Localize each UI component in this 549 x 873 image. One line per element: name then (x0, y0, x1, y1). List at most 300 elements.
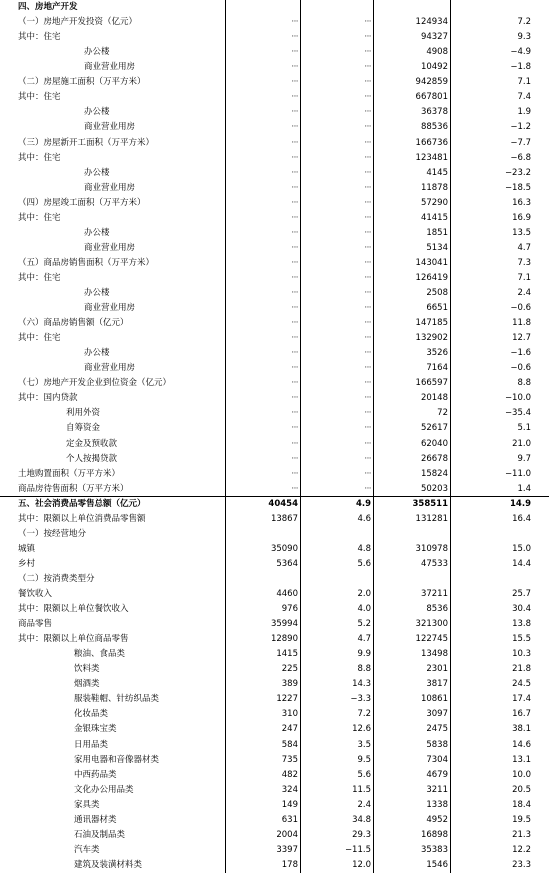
table-row (0, 301, 549, 316)
table-row (0, 843, 549, 858)
row-label: 餐饮收入 (18, 589, 53, 599)
table-row (0, 60, 549, 75)
row-label: 其中：限额以上单位消费品零售额 (18, 513, 146, 524)
cell-col-2: 2.0 (357, 589, 371, 599)
cell-col-2: ··· (364, 468, 371, 479)
table-row (0, 406, 549, 421)
table-row (0, 136, 549, 151)
row-label: 办公楼 (84, 167, 110, 178)
cell-col-3: 16898 (420, 829, 448, 840)
cell-col-2: ··· (364, 393, 371, 404)
cell-col-4: −1.2 (510, 122, 531, 133)
cell-col-4: 14.6 (512, 739, 531, 750)
row-label: 利用外资 (66, 408, 101, 419)
cell-col-3: 94327 (420, 32, 448, 43)
cell-col-2: ··· (364, 438, 371, 449)
cell-col-1: ··· (291, 32, 298, 43)
cell-col-4: 8.8 (517, 378, 531, 389)
table-row (0, 677, 549, 692)
table-row (0, 587, 549, 602)
cell-col-3: 126419 (415, 272, 448, 283)
cell-col-3: 62040 (420, 438, 448, 449)
cell-col-4: 7.1 (517, 77, 531, 88)
cell-col-2: 9.5 (357, 754, 371, 765)
row-label: 商业营业用房 (84, 363, 136, 374)
cell-col-4: 30.4 (512, 604, 531, 614)
row-label: 乡村 (18, 558, 36, 569)
cell-col-3: 50203 (420, 483, 448, 494)
cell-col-4: 16.3 (512, 197, 531, 208)
cell-col-1: ··· (291, 453, 298, 464)
row-label: 土地购置面积（万平方米） (18, 468, 121, 479)
table-row (0, 858, 549, 873)
row-label: 办公楼 (84, 348, 110, 359)
table-row (0, 602, 549, 617)
cell-col-3: 7304 (426, 754, 448, 765)
cell-col-4: −23.2 (504, 167, 531, 178)
cell-col-2: 5.6 (357, 769, 371, 780)
row-label: 办公楼 (84, 227, 110, 238)
table-row (0, 45, 549, 60)
cell-col-2: ··· (364, 47, 371, 58)
table-row (0, 271, 549, 286)
cell-col-2: 14.3 (352, 679, 371, 690)
cell-col-1: 13867 (270, 513, 298, 524)
cell-col-4: 4.7 (517, 242, 531, 253)
table-row (0, 542, 549, 557)
cell-col-1: ··· (291, 152, 298, 163)
cell-col-3: 5134 (426, 242, 448, 253)
table-row (0, 783, 549, 798)
cell-col-1: ··· (291, 393, 298, 404)
table-row (0, 30, 549, 45)
table-row (0, 226, 549, 241)
cell-col-2: ··· (364, 303, 371, 313)
row-label: 家具类 (74, 799, 100, 810)
cell-col-4: 7.4 (517, 92, 531, 103)
cell-col-4: −7.7 (510, 137, 531, 148)
row-label: 商业营业用房 (84, 182, 136, 193)
cell-col-3: 52617 (420, 423, 448, 434)
table-row (0, 692, 549, 707)
cell-col-4: 7.2 (517, 17, 531, 28)
table-row (0, 467, 549, 482)
cell-col-1: 735 (281, 754, 298, 765)
cell-col-4: −10.0 (504, 393, 531, 404)
cell-col-4: −4.9 (510, 47, 531, 58)
row-label: 城镇 (18, 543, 36, 554)
cell-col-3: 3526 (426, 348, 448, 359)
cell-col-3: 11878 (420, 182, 448, 193)
row-label: 通讯器材类 (74, 814, 117, 825)
cell-col-1: ··· (291, 257, 298, 268)
row-label: 其中：住宅 (18, 92, 61, 103)
row-label: 商业营业用房 (84, 62, 136, 73)
cell-col-2: 4.8 (357, 543, 371, 554)
cell-col-1: ··· (291, 348, 298, 359)
cell-col-4: 9.3 (517, 32, 531, 43)
row-label: 商品零售 (18, 619, 53, 630)
cell-col-2: 8.8 (357, 664, 371, 675)
row-label: 其中：住宅 (18, 32, 61, 43)
row-label: 日用品类 (74, 739, 109, 750)
cell-col-3: 4908 (426, 47, 448, 58)
table-row (0, 512, 549, 527)
table-row (0, 828, 549, 843)
table-row (0, 572, 549, 587)
cell-col-2: ··· (364, 197, 371, 208)
table-row (0, 753, 549, 768)
cell-col-4: 14.4 (512, 558, 531, 569)
cell-col-4: −1.6 (510, 348, 531, 359)
table-row (0, 286, 549, 301)
row-label: 商业营业用房 (84, 242, 136, 253)
cell-col-1: 12890 (270, 634, 298, 645)
cell-col-3: 3211 (426, 784, 448, 795)
cell-col-1: ··· (291, 227, 298, 238)
cell-col-2: ··· (364, 287, 371, 298)
table-row (0, 120, 549, 135)
cell-col-4: 19.5 (512, 814, 531, 825)
table-row (0, 722, 549, 737)
cell-col-2: 2.4 (357, 799, 371, 810)
cell-col-2: ··· (364, 182, 371, 193)
row-label: （三）房屋新开工面积（万平方米） (18, 137, 155, 148)
cell-col-2: ··· (364, 363, 371, 374)
cell-col-1: 631 (281, 814, 298, 825)
cell-col-1: ··· (291, 438, 298, 449)
row-label: 服装鞋帽、针纺织品类 (74, 694, 160, 705)
table-row (0, 527, 549, 542)
cell-col-4: 24.5 (512, 679, 531, 690)
cell-col-3: 4952 (426, 814, 448, 825)
cell-col-4: 13.8 (512, 619, 531, 630)
cell-col-4: 38.1 (512, 724, 531, 735)
cell-col-2: ··· (364, 453, 371, 464)
row-label: 办公楼 (84, 107, 110, 118)
row-label: 文化办公用品类 (74, 784, 134, 795)
row-label: 商品房待售面积（万平方米） (18, 483, 129, 494)
cell-col-1: ··· (291, 468, 298, 479)
cell-col-4: 1.9 (517, 107, 531, 118)
cell-col-1: ··· (291, 47, 298, 58)
row-label: 其中：限额以上单位餐饮收入 (18, 604, 129, 614)
cell-col-3: 942859 (415, 77, 448, 88)
table-row (0, 391, 549, 406)
row-label: （二）房屋施工面积（万平方米） (18, 77, 146, 88)
cell-col-4: 12.2 (512, 844, 531, 855)
row-label: 办公楼 (84, 47, 110, 58)
cell-col-2: ··· (364, 32, 371, 43)
cell-col-1: 40454 (268, 498, 298, 509)
cell-col-1: ··· (291, 408, 298, 419)
table-row (0, 738, 549, 753)
cell-col-1: 149 (281, 799, 298, 810)
row-label: （七）房地产开发企业到位资金（亿元） (18, 378, 172, 389)
table-row (0, 90, 549, 105)
table-row (0, 768, 549, 783)
row-label: 自筹资金 (66, 423, 101, 434)
row-label: （六）商品房销售额（亿元） (18, 318, 129, 329)
cell-col-2: ··· (364, 62, 371, 73)
table-row (0, 196, 549, 211)
cell-col-2: 4.6 (357, 513, 371, 524)
cell-col-3: 143041 (415, 257, 448, 268)
table-row (0, 0, 549, 15)
table-row (0, 151, 549, 166)
table-row (0, 241, 549, 256)
cell-col-1: ··· (291, 272, 298, 283)
cell-col-1: 482 (281, 769, 298, 780)
table-row (0, 617, 549, 632)
cell-col-1: ··· (291, 333, 298, 344)
cell-col-4: 21.8 (512, 664, 531, 675)
cell-col-1: 976 (281, 604, 298, 614)
row-label: 其中：国内贷款 (18, 393, 78, 404)
cell-col-2: 7.2 (357, 709, 371, 720)
row-label: （一）按经营地分 (18, 528, 87, 539)
cell-col-2: ··· (364, 227, 371, 238)
row-label: （四）房屋竣工面积（万平方米） (18, 197, 146, 208)
cell-col-4: −11.0 (504, 468, 531, 479)
cell-col-3: 72 (437, 408, 448, 419)
cell-col-3: 6651 (426, 303, 448, 313)
cell-col-3: 166736 (415, 137, 448, 148)
cell-col-4: −6.8 (510, 152, 531, 163)
cell-col-4: 17.4 (512, 694, 531, 705)
table-row (0, 798, 549, 813)
cell-col-1: ··· (291, 77, 298, 88)
cell-col-1: 2004 (276, 829, 298, 840)
cell-col-4: 13.5 (512, 227, 531, 238)
cell-col-1: ··· (291, 483, 298, 494)
cell-col-2: −3.3 (350, 694, 371, 705)
cell-col-1: ··· (291, 182, 298, 193)
cell-col-4: 15.5 (512, 634, 531, 645)
cell-col-2: 4.7 (357, 634, 371, 645)
cell-col-4: 10.3 (512, 649, 531, 660)
cell-col-3: 147185 (415, 318, 448, 329)
cell-col-1: 1415 (276, 649, 298, 660)
cell-col-4: 1.4 (517, 483, 531, 494)
cell-col-3: 1338 (426, 799, 448, 810)
row-label: 其中：住宅 (18, 152, 61, 163)
table-row (0, 497, 549, 512)
cell-col-1: 178 (281, 859, 298, 870)
cell-col-1: ··· (291, 363, 298, 374)
table-row (0, 346, 549, 361)
cell-col-1: ··· (291, 107, 298, 118)
cell-col-3: 3097 (426, 709, 448, 720)
row-label: 饮料类 (74, 664, 100, 675)
cell-col-2: 3.5 (357, 739, 371, 750)
cell-col-1: ··· (291, 122, 298, 133)
cell-col-4: 7.3 (517, 257, 531, 268)
cell-col-2: 11.5 (352, 784, 371, 795)
table-row (0, 557, 549, 572)
cell-col-1: 5364 (276, 558, 298, 569)
table-row (0, 647, 549, 662)
cell-col-1: ··· (291, 212, 298, 223)
cell-col-4: 21.3 (512, 829, 531, 840)
cell-col-3: 8536 (426, 604, 448, 614)
cell-col-3: 36378 (420, 107, 448, 118)
cell-col-4: 9.7 (517, 453, 531, 464)
cell-col-3: 132902 (415, 333, 448, 344)
cell-col-3: 5838 (426, 739, 448, 750)
cell-col-3: 4145 (426, 167, 448, 178)
cell-col-3: 2475 (426, 724, 448, 735)
cell-col-4: 10.0 (512, 769, 531, 780)
cell-col-2: ··· (364, 92, 371, 103)
cell-col-2: ··· (364, 423, 371, 434)
cell-col-1: ··· (291, 62, 298, 73)
cell-col-2: 5.6 (357, 558, 371, 569)
cell-col-3: 7164 (426, 363, 448, 374)
cell-col-1: ··· (291, 318, 298, 329)
cell-col-3: 123481 (415, 152, 448, 163)
table-row (0, 361, 549, 376)
cell-col-3: 358511 (412, 498, 448, 509)
row-label: 个人按揭贷款 (66, 453, 118, 464)
cell-col-1: 584 (281, 739, 298, 750)
cell-col-2: −11.5 (344, 844, 371, 855)
cell-col-4: 18.4 (512, 799, 531, 810)
row-label: 建筑及装潢材料类 (74, 859, 143, 870)
cell-col-2: ··· (364, 17, 371, 28)
cell-col-2: 4.0 (357, 604, 371, 614)
cell-col-1: ··· (291, 303, 298, 313)
cell-col-2: 12.0 (352, 859, 371, 870)
cell-col-4: 2.4 (517, 287, 531, 298)
row-label: 化妆品类 (74, 709, 109, 720)
table-row (0, 452, 549, 467)
cell-col-1: 35090 (270, 543, 298, 554)
cell-col-3: 2301 (426, 664, 448, 675)
row-label: 商业营业用房 (84, 122, 136, 133)
cell-col-2: ··· (364, 318, 371, 329)
row-label: （二）按消费类型分 (18, 573, 95, 584)
cell-col-4: −0.6 (510, 363, 531, 374)
table-row (0, 707, 549, 722)
cell-col-3: 10861 (420, 694, 448, 705)
cell-col-1: ··· (291, 167, 298, 178)
cell-col-2: ··· (364, 242, 371, 253)
cell-col-3: 20148 (420, 393, 448, 404)
cell-col-1: ··· (291, 242, 298, 253)
row-label: 其中：住宅 (18, 212, 61, 223)
cell-col-3: 37211 (420, 589, 448, 599)
cell-col-4: 25.7 (512, 589, 531, 599)
row-label: 商业营业用房 (84, 303, 136, 313)
table-row (0, 15, 549, 30)
table-row (0, 75, 549, 90)
row-label: （一）房地产开发投资（亿元） (18, 17, 138, 28)
cell-col-1: 1227 (276, 694, 298, 705)
cell-col-3: 124934 (415, 17, 448, 28)
table-row (0, 166, 549, 181)
row-label: （五）商品房销售面积（万平方米） (18, 257, 155, 268)
cell-col-2: ··· (364, 107, 371, 118)
cell-col-4: 15.0 (512, 543, 531, 554)
cell-col-2: ··· (364, 272, 371, 283)
cell-col-4: 16.7 (512, 709, 531, 720)
cell-col-4: 16.9 (512, 212, 531, 223)
cell-col-4: 11.8 (512, 318, 531, 329)
cell-col-2: ··· (364, 408, 371, 419)
row-label: 四、房地产开发 (18, 2, 78, 12)
row-label: 其中：限额以上单位商品零售 (18, 634, 129, 645)
cell-col-4: −18.5 (504, 182, 531, 193)
cell-col-2: ··· (364, 167, 371, 178)
cell-col-2: 29.3 (352, 829, 371, 840)
cell-col-3: 47533 (420, 558, 448, 569)
cell-col-1: ··· (291, 378, 298, 389)
cell-col-1: 3397 (276, 844, 298, 855)
cell-col-2: ··· (364, 378, 371, 389)
cell-col-3: 1851 (426, 227, 448, 238)
cell-col-2: ··· (364, 257, 371, 268)
table-row (0, 662, 549, 677)
cell-col-2: 34.8 (352, 814, 371, 825)
cell-col-3: 321300 (415, 619, 448, 630)
cell-col-1: 247 (281, 724, 298, 735)
cell-col-3: 3817 (426, 679, 448, 690)
row-label: 烟酒类 (74, 679, 100, 690)
cell-col-3: 88536 (420, 122, 448, 133)
cell-col-2: 12.6 (352, 724, 371, 735)
cell-col-1: ··· (291, 423, 298, 434)
cell-col-3: 15824 (420, 468, 448, 479)
cell-col-4: 12.7 (512, 333, 531, 344)
cell-col-3: 26678 (420, 453, 448, 464)
cell-col-2: 5.2 (357, 619, 371, 630)
cell-col-3: 1546 (426, 859, 448, 870)
row-label: 定金及预收款 (66, 438, 118, 449)
cell-col-4: 21.0 (512, 438, 531, 449)
cell-col-2: ··· (364, 333, 371, 344)
row-label: 其中：住宅 (18, 333, 61, 344)
row-label: 粮油、食品类 (74, 649, 126, 660)
table-row (0, 437, 549, 452)
cell-col-2: ··· (364, 483, 371, 494)
row-label: 金银珠宝类 (74, 724, 117, 735)
cell-col-2: 9.9 (357, 649, 371, 660)
row-label: 其中：住宅 (18, 272, 61, 283)
cell-col-2: ··· (364, 348, 371, 359)
row-label: 石油及制品类 (74, 829, 126, 840)
cell-col-2: ··· (364, 122, 371, 133)
cell-col-4: 14.9 (510, 498, 531, 509)
cell-col-2: 4.9 (355, 498, 371, 509)
cell-col-4: 5.1 (517, 423, 531, 434)
cell-col-3: 2508 (426, 287, 448, 298)
cell-col-2: ··· (364, 137, 371, 148)
cell-col-4: −35.4 (504, 408, 531, 419)
cell-col-4: 7.1 (517, 272, 531, 283)
cell-col-1: 225 (281, 664, 298, 675)
cell-col-3: 131281 (415, 513, 448, 524)
table-row (0, 632, 549, 647)
table-row (0, 181, 549, 196)
cell-col-1: ··· (291, 17, 298, 28)
row-label: 汽车类 (74, 844, 100, 855)
cell-col-3: 4679 (426, 769, 448, 780)
cell-col-4: 13.1 (512, 754, 531, 765)
cell-col-1: ··· (291, 197, 298, 208)
cell-col-1: ··· (291, 137, 298, 148)
cell-col-4: 16.4 (512, 513, 531, 524)
